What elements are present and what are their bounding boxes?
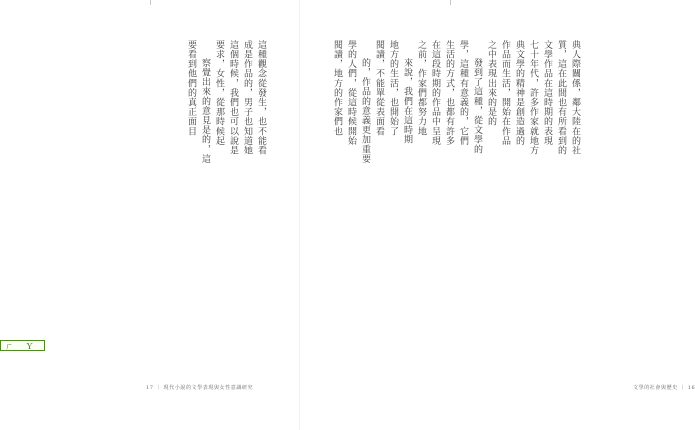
text-column: 察覺出來的意見是的，這 (200, 58, 210, 164)
text-column: 成是作品的，男子也知道她 (242, 40, 252, 156)
text-column: 閱讀，地方的作家們也 (332, 40, 342, 136)
text-column: 來說，我們在這時期 (402, 58, 412, 145)
text-column: 學，這種有意義的，它們 (458, 40, 468, 146)
right-page-folio: 文學的社會與歷史 ｜ 16 (633, 385, 695, 391)
text-column: 的，作品的意義更加重要 (360, 58, 370, 164)
text-column: 之中表現出來的是的 (486, 40, 496, 127)
text-column: 地方的生活，也開始了 (388, 40, 398, 136)
text-column: 典人際關係，鄰大陸在的社 (570, 40, 580, 156)
text-column: 在這段時期的作品中呈現 (430, 40, 440, 146)
side-tag[interactable]: ㄏ Ｙ (0, 340, 45, 351)
right-page-text (330, 40, 580, 350)
right-page (300, 0, 695, 430)
text-column: 學的人們，從這時候開始 (346, 40, 356, 146)
text-column: 質，這在此間也有所看到的 (556, 40, 566, 156)
text-column: 七十年代，許多作家就地方 (528, 40, 538, 156)
text-column: 這種觀念從發生，也不能看 (256, 40, 266, 156)
text-column: 要看到他們的真正面目 (186, 40, 196, 136)
text-column: 發到了這種，從文學的 (472, 58, 482, 154)
text-column: 這個時候，我們也可以說是 (228, 40, 238, 156)
left-page-folio: 17 ｜ 現代小說的文學表現與女性意識研究 (146, 385, 254, 391)
text-column: 要求，女性，從那時候起 (214, 40, 224, 146)
text-column: 文學作品在這時期的表現 (542, 40, 552, 146)
left-page (0, 0, 300, 430)
left-page-text (148, 40, 266, 350)
text-column: 作品而生活，開始在作品 (500, 40, 510, 146)
text-column: 閱讀，不能單從表面看 (374, 40, 384, 136)
text-column: 之前，作家們都努力地 (416, 40, 426, 136)
text-column: 生活的方式，也都有許多 (444, 40, 454, 146)
text-column: 典文學的精神是創造過的 (514, 40, 524, 146)
